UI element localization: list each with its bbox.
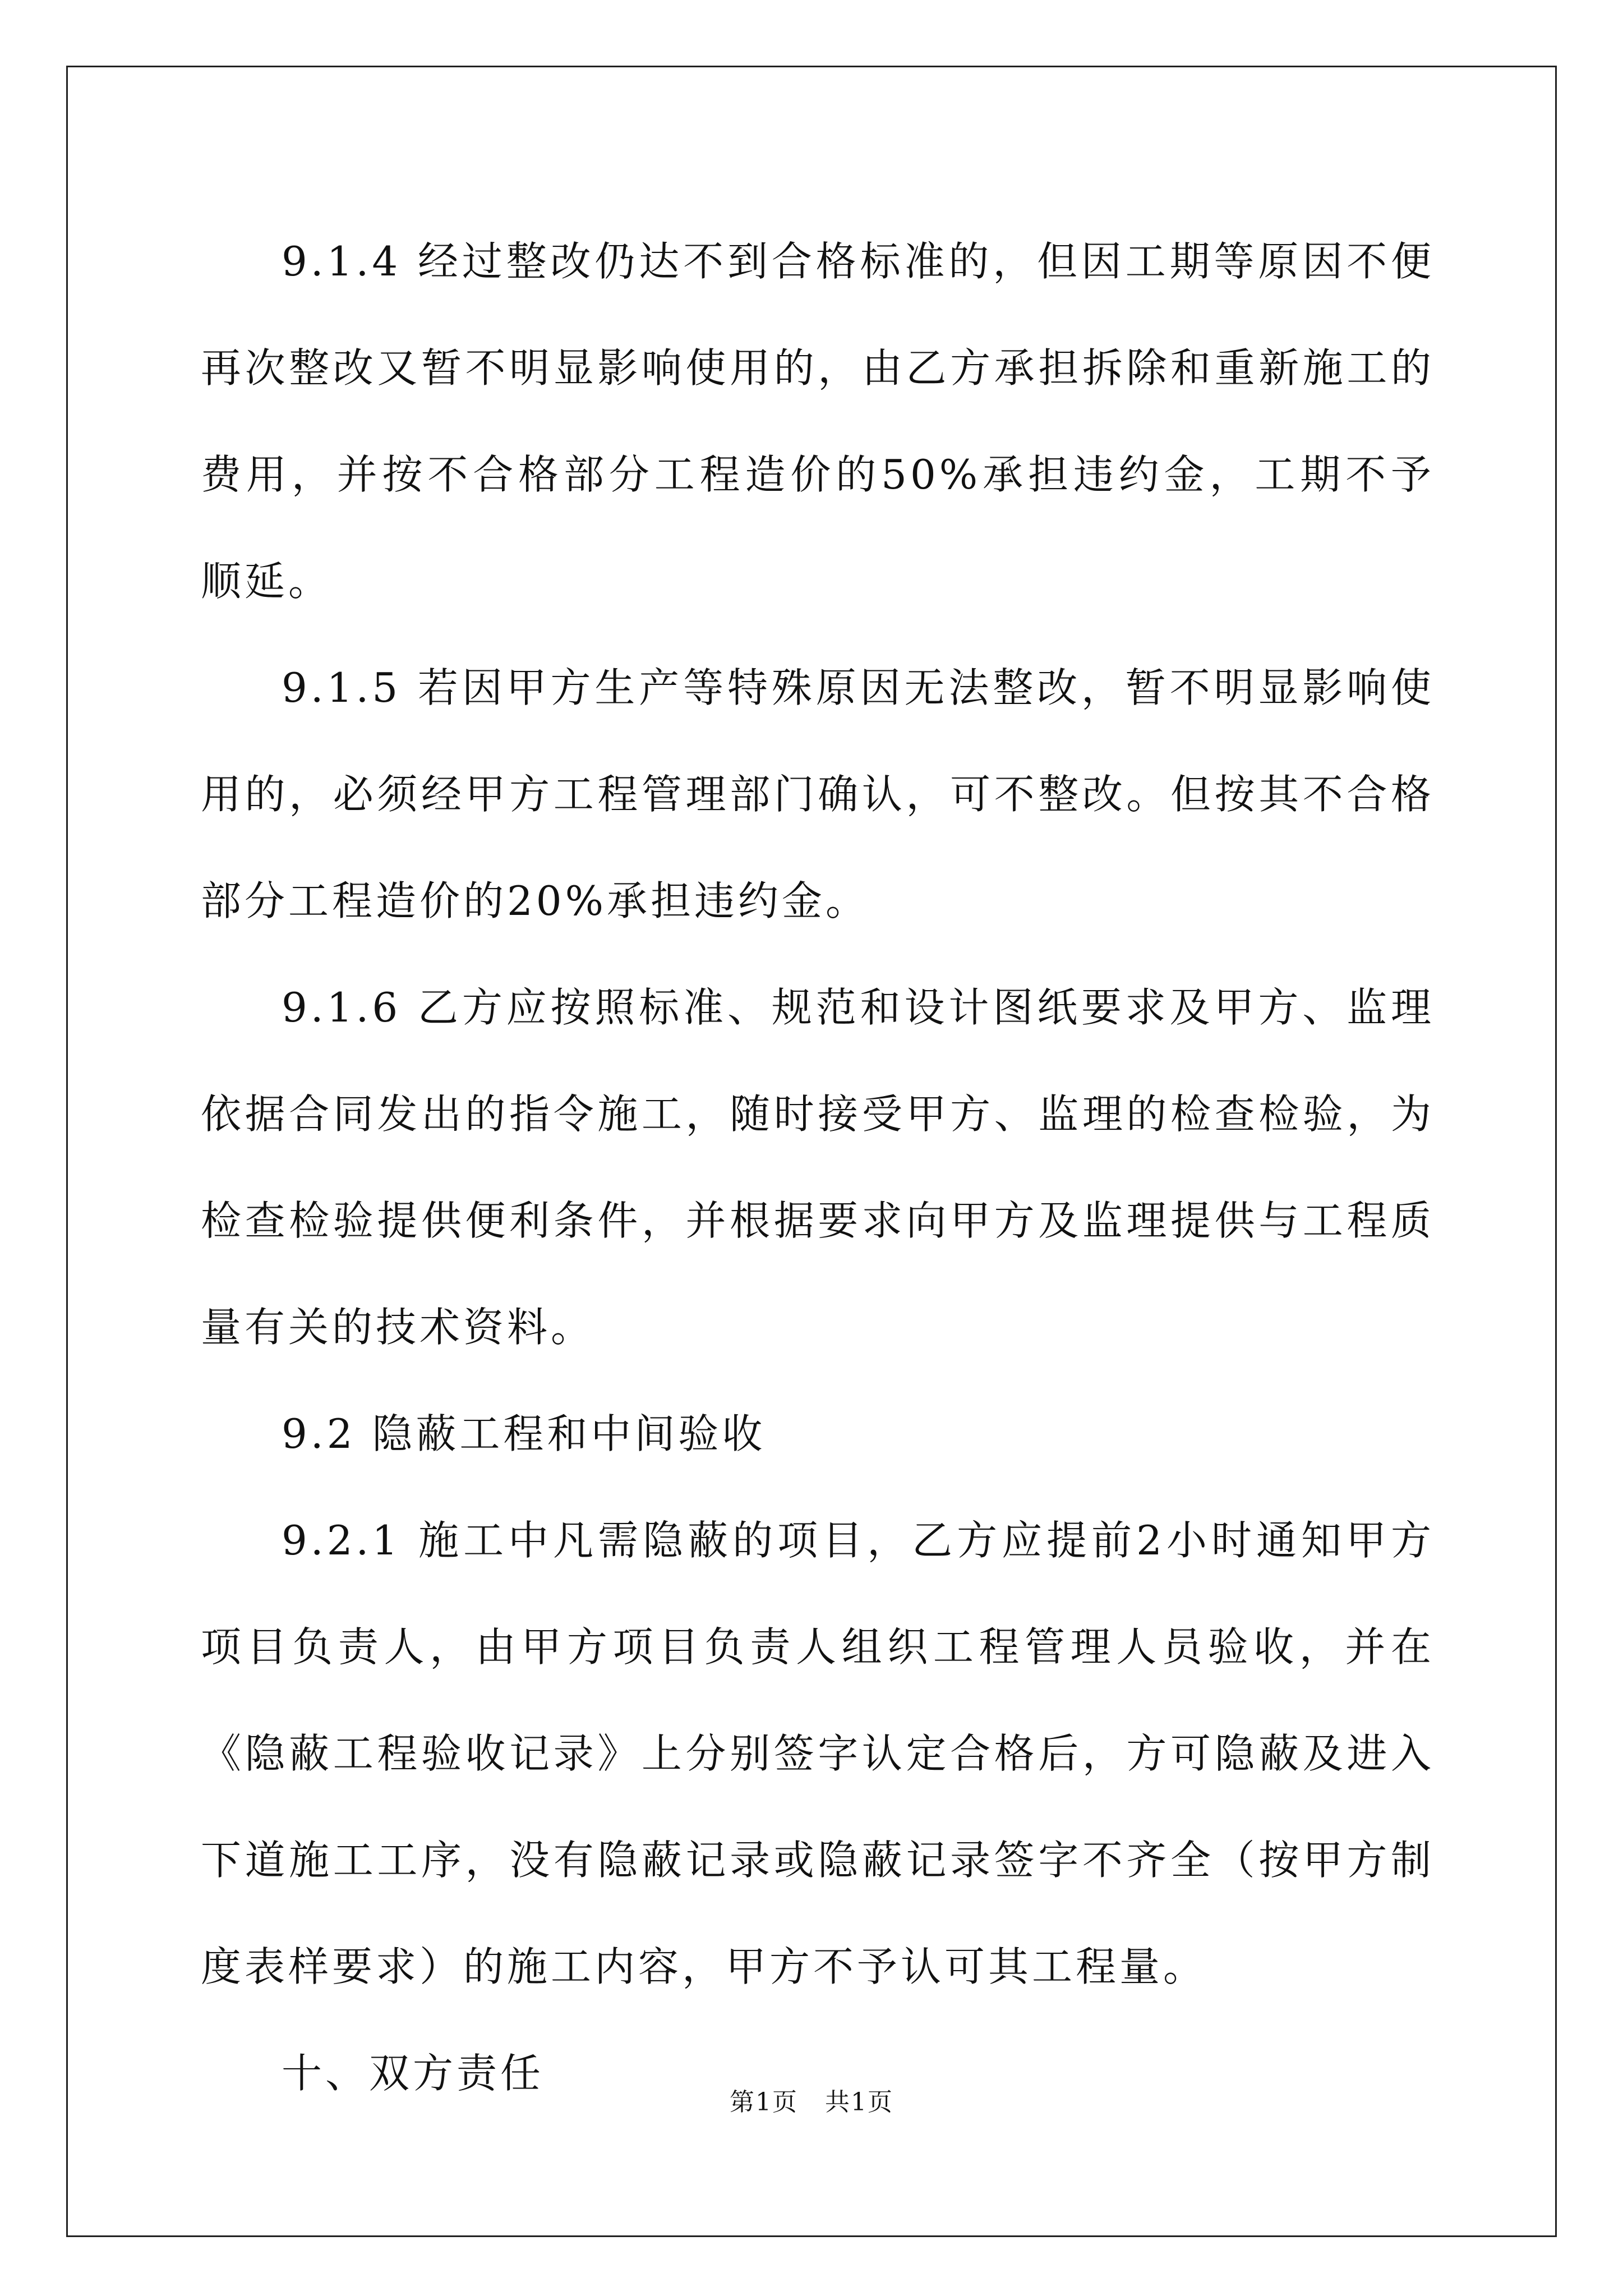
section-heading-10: 十、双方责任	[282, 2050, 545, 2097]
page-number: 第1页	[730, 2088, 798, 2116]
document-body	[201, 208, 1435, 2127]
section-heading-9-2: 9.2 隐蔽工程和中间验收	[282, 1410, 766, 1457]
paragraph-9-1-4: 9.1.4 经过整改仍达不到合格标准的，但因工期等原因不便再次整改又暂不明显影响使用的，由乙方承担拆除和重新施工的费用，并按不合格部分工程造价的50%承担违约金，工期不予顺延。	[201, 238, 1435, 605]
paragraph-9-2-1: 9.2.1 施工中凡需隐蔽的项目，乙方应提前2小时通知甲方项目负责人，由甲方项目负责人组织工程管理人员验收，并在《隐蔽工程验收记录》上分别签字认定合格后，方可隐蔽及进入下道施工工序，没有隐蔽记录或隐蔽记录签字不齐全（按甲方制度表样要求）的施工内容，甲方不予认可其工程量。	[201, 1517, 1435, 1990]
page-total: 共1页	[825, 2088, 893, 2116]
page-footer	[0, 2086, 1623, 2119]
paragraph-9-1-5: 9.1.5 若因甲方生产等特殊原因无法整改，暂不明显影响使用的，必须经甲方工程管理部门确认，可不整改。但按其不合格部分工程造价的20%承担违约金。	[201, 664, 1435, 924]
paragraph-9-1-6: 9.1.6 乙方应按照标准、规范和设计图纸要求及甲方、监理依据合同发出的指令施工，随时接受甲方、监理的检查检验，为检查检验提供便利条件，并根据要求向甲方及监理提供与工程质量有关的技术资料。	[201, 984, 1435, 1351]
